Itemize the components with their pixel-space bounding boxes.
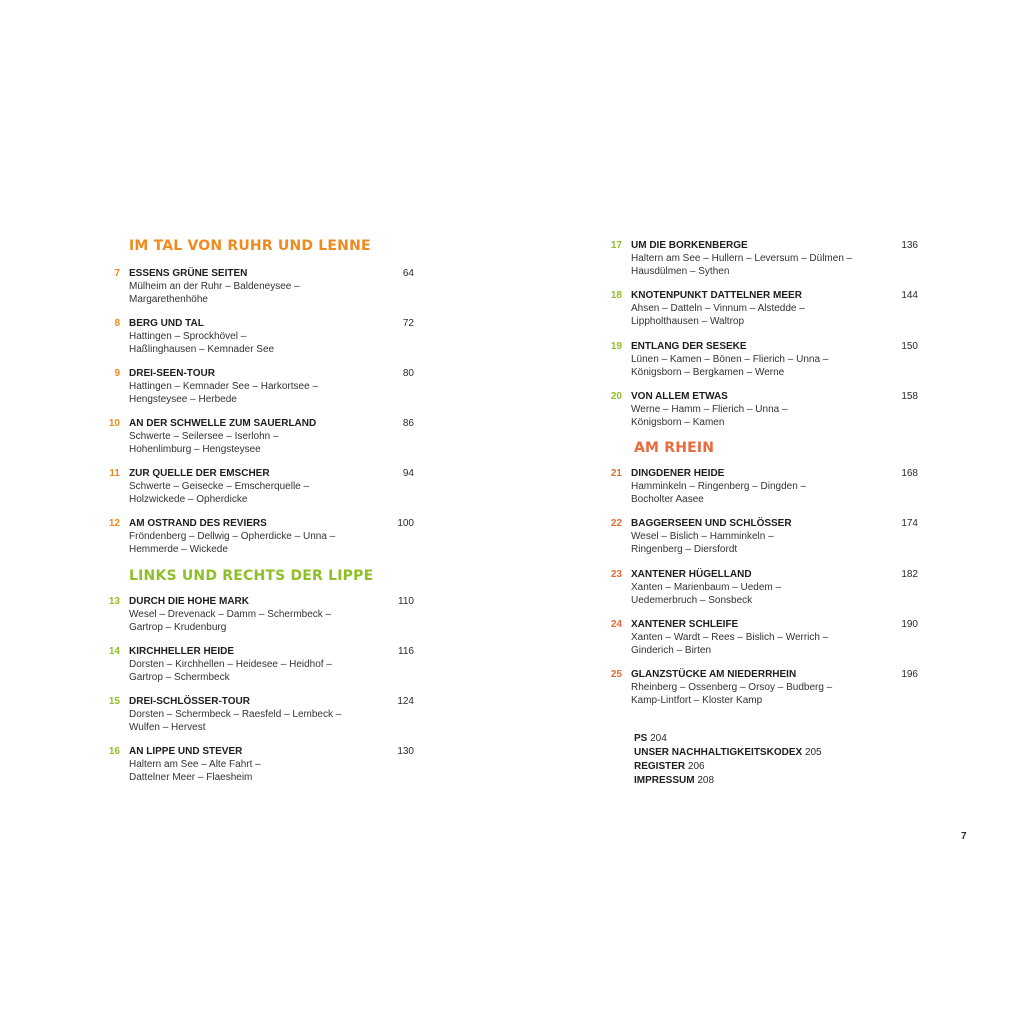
entry-number: 9 [114, 368, 120, 379]
entry-page: 72 [402, 318, 414, 329]
entry-number: 17 [610, 240, 622, 251]
entry-page: 130 [397, 746, 414, 757]
entry-number: 15 [108, 696, 120, 707]
entry-page: 86 [402, 418, 414, 429]
entry-title: BAGGERSEEN UND SCHLÖSSER [631, 518, 792, 529]
entry-page: 174 [901, 518, 918, 529]
entry-number: 20 [610, 391, 622, 402]
entry-number: 21 [610, 468, 622, 479]
entry-places: Schwerte – Geisecke – Emscherquelle – Holzwickede – Opherdicke [129, 481, 310, 506]
entry-number: 23 [610, 569, 622, 580]
entry-places: Dorsten – Schermbeck – Raesfeld – Lembeck – Wulfen – Hervest [129, 709, 342, 734]
entry-title: XANTENER SCHLEIFE [631, 619, 739, 630]
entry-number: 13 [108, 596, 120, 607]
entry-title: ENTLANG DER SESEKE [631, 341, 747, 352]
entry-number: 16 [108, 746, 120, 757]
extra-entry[interactable]: REGISTER 206 [634, 761, 705, 772]
entry-title: UM DIE BORKENBERGE [631, 240, 748, 251]
entry-places: Mülheim an der Ruhr – Baldeneysee – Margarethenhöhe [129, 281, 300, 306]
entry-page: 116 [398, 646, 414, 657]
entry-places: Xanten – Wardt – Rees – Bislich – Werrich – Ginderich – Birten [631, 632, 829, 657]
entry-page: 124 [397, 696, 414, 707]
entry-places: Xanten – Marienbaum – Uedem – Uedemerbruch – Sonsbeck [631, 582, 782, 607]
page-number: 7 [961, 831, 967, 842]
entry-number: 12 [108, 518, 120, 529]
entry-places: Fröndenberg – Dellwig – Opherdicke – Unna – Hemmerde – Wickede [129, 531, 336, 556]
entry-page: 110 [398, 596, 414, 607]
entry-page: 94 [402, 468, 414, 479]
toc-extras [634, 732, 822, 788]
entry-places: Rheinberg – Ossenberg – Orsoy – Budberg – Kamp-Lintfort – Kloster Kamp [631, 682, 833, 707]
extra-entry[interactable]: IMPRESSUM 208 [634, 775, 715, 786]
entry-places: Lünen – Kamen – Bönen – Flierich – Unna – Königsborn – Bergkamen – Werne [631, 354, 829, 379]
entry-number: 24 [610, 619, 622, 630]
entry-page: 158 [901, 391, 918, 402]
entry-page: 100 [397, 518, 414, 529]
entry-page: 136 [901, 240, 918, 251]
entry-number: 11 [109, 468, 120, 479]
entry-title: AN LIPPE UND STEVER [129, 746, 243, 757]
entry-places: Hattingen – Sprockhövel – Haßlinghausen – Kemnader See [129, 331, 275, 356]
extra-entry[interactable]: PS 204 [634, 733, 667, 744]
section-title-ruhr-lenne: IM TAL VON RUHR UND LENNE [129, 238, 371, 254]
entry-page: 190 [901, 619, 918, 630]
entry-title: DREI-SCHLÖSSER-TOUR [129, 696, 250, 707]
entry-title: AN DER SCHWELLE ZUM SAUERLAND [129, 418, 317, 429]
entry-places: Dorsten – Kirchhellen – Heidesee – Heidhof – Gartrop – Schermbeck [129, 659, 332, 684]
entry-places: Wesel – Bislich – Hamminkeln – Ringenberg – Diersfordt [631, 531, 774, 556]
extra-entry[interactable]: UNSER NACHHALTIGKEITSKODEX 205 [634, 747, 822, 758]
entry-page: 168 [901, 468, 918, 479]
entry-number: 7 [114, 268, 120, 279]
entry-places: Hattingen – Kemnader See – Harkortsee – Hengsteysee – Herbede [129, 381, 318, 406]
entry-title: ZUR QUELLE DER EMSCHER [129, 468, 270, 479]
entry-title: ESSENS GRÜNE SEITEN [129, 268, 248, 279]
entry-title: BERG UND TAL [129, 318, 204, 329]
entry-places: Haltern am See – Alte Fahrt – Dattelner Meer – Flaesheim [129, 759, 261, 784]
entry-places: Wesel – Drevenack – Damm – Schermbeck – Gartrop – Krudenburg [129, 609, 332, 634]
entry-title: DINGDENER HEIDE [631, 468, 725, 479]
entry-page: 196 [901, 669, 918, 680]
entry-page: 144 [901, 290, 918, 301]
entry-title: VON ALLEM ETWAS [631, 391, 728, 402]
entry-title: AM OSTRAND DES REVIERS [129, 518, 267, 529]
entry-page: 80 [402, 368, 414, 379]
entry-number: 14 [108, 646, 120, 657]
entry-title: DURCH DIE HOHE MARK [129, 596, 249, 607]
section-title-lippe: LINKS UND RECHTS DER LIPPE [129, 568, 374, 584]
entry-places: Ahsen – Datteln – Vinnum – Alstedde – Lippholthausen – Waltrop [631, 303, 805, 328]
entry-page: 64 [402, 268, 414, 279]
entry-title: XANTENER HÜGELLAND [631, 569, 752, 580]
entry-places: Schwerte – Seilersee – Iserlohn – Hohenlimburg – Hengsteysee [129, 431, 279, 456]
entry-page: 182 [901, 569, 918, 580]
entry-number: 25 [610, 669, 622, 680]
entry-number: 10 [108, 418, 120, 429]
entry-number: 19 [610, 341, 622, 352]
entry-number: 8 [114, 318, 120, 329]
entry-number: 22 [610, 518, 622, 529]
entry-title: GLANZSTÜCKE AM NIEDERRHEIN [631, 669, 797, 680]
entry-places: Hamminkeln – Ringenberg – Dingden – Bocholter Aasee [631, 481, 807, 506]
entry-number: 18 [610, 290, 622, 301]
section-title-rhein: AM RHEIN [634, 440, 715, 456]
entry-title: DREI-SEEN-TOUR [129, 368, 215, 379]
entry-places: Werne – Hamm – Flierich – Unna – Königsborn – Kamen [631, 404, 788, 429]
entry-title: KNOTENPUNKT DATTELNER MEER [631, 290, 802, 301]
entry-page: 150 [901, 341, 918, 352]
entry-places: Haltern am See – Hullern – Leversum – Dülmen – Hausdülmen – Sythen [631, 253, 853, 278]
entry-title: KIRCHHELLER HEIDE [129, 646, 235, 657]
